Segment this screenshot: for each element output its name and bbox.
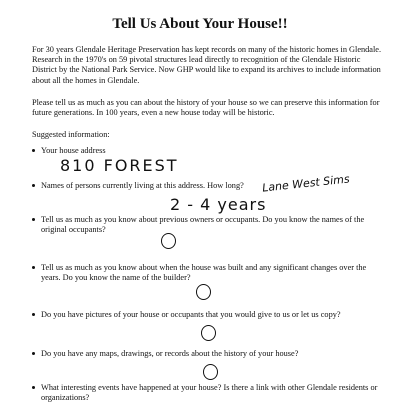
question-address — [32, 146, 382, 156]
bullet-icon — [32, 266, 35, 269]
answer-occupants-duration: 2 - 4 years — [170, 195, 267, 214]
intro-paragraph: For 30 years Glendale Heritage Preservation has kept records on many of the historic homes in Glendale. Research in the 1970's on 59 pivotal structures lead directly to recognition of the Glendale Historic District by the National Park Service. Now GHP would like to expand its archives to include information about all the homes in Glendale. — [32, 45, 382, 85]
suggested-label: Suggested information: — [32, 130, 110, 139]
bullet-icon — [32, 313, 35, 316]
question-maps — [32, 349, 382, 359]
question-events — [32, 383, 382, 403]
question-pictures — [32, 310, 382, 320]
bullet-icon — [32, 149, 35, 152]
question-text: Tell us as much as you know about previous owners or occupants. Do you know the names of the original occupants? — [41, 215, 365, 235]
answer-occupants-names: Lane West Sims — [261, 172, 351, 195]
answer-circle-pictures — [201, 325, 216, 341]
form-title: Tell Us About Your House!! — [112, 16, 288, 32]
bullet-icon — [32, 386, 35, 389]
answer-address: 810 FOREST — [60, 156, 179, 175]
question-text: Do you have any maps, drawings, or records about the history of your house? — [41, 349, 299, 358]
question-text: Names of persons currently living at this address. How long? — [41, 181, 244, 190]
answer-circle-maps — [203, 364, 218, 380]
question-text: Tell us as much as you know about when the house was built and any significant changes over the years. Do you know the name of the builder? — [41, 263, 367, 283]
question-text: Do you have pictures of your house or occupants that you would give to us or let us copy? — [41, 310, 341, 319]
bullet-icon — [32, 218, 35, 221]
request-paragraph: Please tell us as much as you can about the history of your house so we can preserve this information for future generations. In 100 years, even a new house today will be historic. — [32, 98, 380, 118]
question-built — [32, 263, 382, 283]
answer-circle-built — [196, 284, 211, 300]
answer-circle-previous-owners — [161, 233, 176, 249]
question-text: What interesting events have happened at your house? Is there a link with other Glendale residents or organizations? — [41, 383, 378, 403]
bullet-icon — [32, 352, 35, 355]
question-text: Your house address — [41, 146, 106, 155]
bullet-icon — [32, 184, 35, 187]
question-previous-owners — [32, 215, 382, 235]
